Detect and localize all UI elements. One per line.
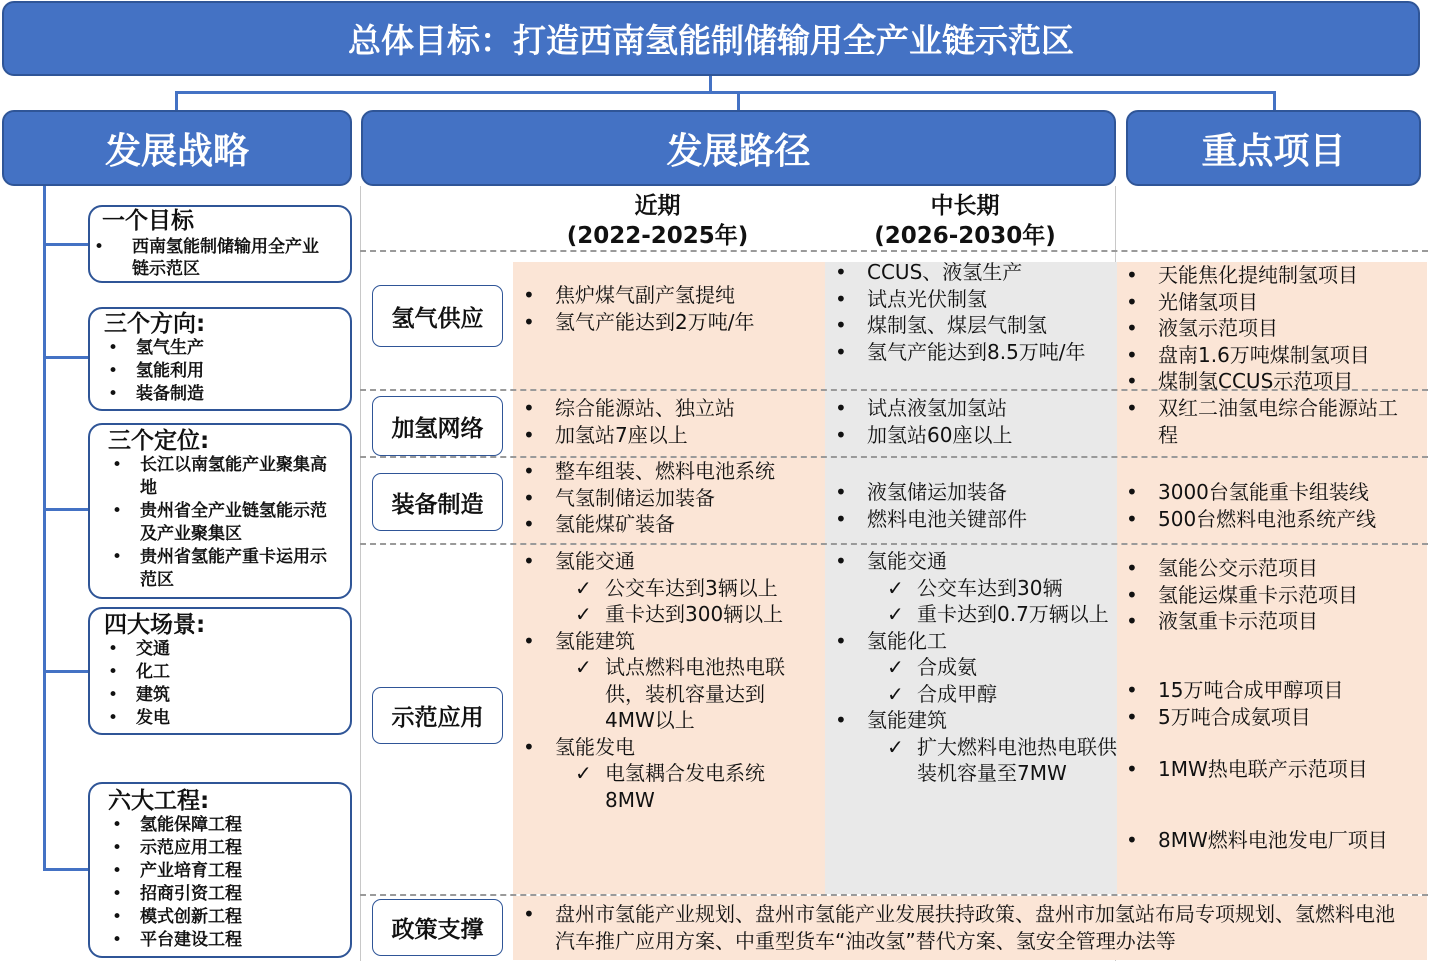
list-item: • 平台建设工程 [108, 929, 350, 952]
list-item: • 氢气产能达到2万吨/年 [514, 309, 814, 336]
list-item: • 氢能利用 [104, 360, 350, 383]
list-item: • 试点液氢加氢站 [826, 395, 1116, 422]
near-term-header [530, 191, 785, 251]
panel-list [108, 454, 350, 592]
list-item: • 发电 [104, 707, 350, 730]
branch [43, 243, 89, 246]
strategy-positions-panel [88, 423, 352, 599]
cell-list [826, 259, 1116, 365]
strategy-header [2, 110, 352, 186]
panel-title: 六大工程: [108, 788, 210, 814]
list-item: • 贵州省全产业链氢能示范及产业聚集区 [108, 500, 330, 546]
strategy-scenarios-panel [88, 607, 352, 735]
row-label-demonstration: 示范应用 [372, 687, 503, 744]
list-item: • 化工 [104, 661, 350, 684]
list-item: • 煤制氢、煤层气制氢 [826, 312, 1116, 339]
list-item: ✓ 合成氨 [826, 654, 1121, 681]
list-item: • 加氢站7座以上 [514, 422, 814, 449]
list-item: • 西南氢能制储输用全产业链示范区 [90, 236, 350, 280]
branch [43, 356, 89, 359]
list-item: • 模式创新工程 [108, 906, 350, 929]
list-item: • 招商引资工程 [108, 883, 350, 906]
list-item: • 气氢制储运加装备 [514, 485, 824, 512]
list-item: • 试点光伏制氢 [826, 286, 1116, 313]
goal-title: 总体目标：打造西南氢能制储输用全产业链示范区 [348, 21, 1074, 60]
cell-list [514, 395, 814, 448]
list-item: ✓ 电氢耦合发电系统8MW [514, 760, 814, 813]
row-label-hydrogen-supply: 氢气供应 [372, 285, 503, 347]
cell-list [1117, 395, 1417, 448]
list-item: • 氢气生产 [104, 337, 350, 360]
list-item: ✓ 公交车达到30辆 [826, 575, 1121, 602]
cell-list [1117, 827, 1422, 854]
strategy-directions-panel [88, 307, 352, 411]
strategy-trunk [43, 186, 46, 871]
list-item: • 3000台氢能重卡组装线 [1117, 479, 1422, 506]
list-item: • 交通 [104, 638, 350, 661]
list-item: • CCUS、液氢生产 [826, 259, 1116, 286]
connector [175, 91, 178, 111]
list-item: • 示范应用工程 [108, 837, 350, 860]
connector [737, 91, 740, 111]
list-item: ✓ 试点燃料电池热电联供，装机容量达到4MW以上 [514, 654, 814, 734]
list-item: • 长江以南氢能产业聚集高地 [108, 454, 330, 500]
project-item-wrapper [1117, 555, 1422, 635]
long-term-years: (2026-2030年) [874, 223, 1056, 249]
cell-list [514, 282, 814, 335]
list-item: • 氢能交通 [826, 548, 1121, 575]
list-item: • 1MW热电联产示范项目 [1117, 756, 1422, 783]
list-item: • 贵州省氢能产重卡运用示范区 [108, 546, 330, 592]
list-item: • 综合能源站、独立站 [514, 395, 814, 422]
list-item: • 氢能建筑 [826, 707, 1121, 734]
panel-title: 一个目标 [102, 208, 194, 234]
path-header [361, 110, 1116, 186]
row-label-refueling-network: 加氢网络 [372, 396, 503, 456]
list-item: • 加氢站60座以上 [826, 422, 1116, 449]
projects-header-label: 重点项目 [1201, 130, 1346, 172]
branch [43, 508, 89, 511]
row-divider [360, 543, 1428, 545]
list-item: • 液氢储运加装备 [826, 479, 1116, 506]
list-item: • 氢气产能达到8.5万吨/年 [826, 339, 1116, 366]
cell-list [826, 479, 1116, 532]
strategy-projects-panel [88, 782, 352, 958]
cell-list [826, 548, 1121, 787]
list-item: ✓ 合成甲醇 [826, 681, 1121, 708]
list-item: • 整车组装、燃料电池系统 [514, 458, 824, 485]
panel-list [90, 236, 350, 280]
list-item: ✓ 重卡达到0.7万辆以上 [826, 601, 1121, 628]
list-item: • 双红二油氢电综合能源站工程 [1117, 395, 1417, 448]
branch [43, 670, 89, 673]
goal-banner [2, 1, 1420, 76]
cell-list [1117, 756, 1422, 783]
list-item: • 液氢重卡示范项目 [1117, 608, 1422, 635]
list-item: • 天能焦化提纯制氢项目 [1117, 262, 1422, 289]
list-item: • 液氢示范项目 [1117, 315, 1422, 342]
connector [709, 76, 712, 92]
long-term-header [836, 191, 1094, 251]
strategy-header-label: 发展战略 [104, 130, 249, 172]
list-item: • 氢能煤矿装备 [514, 511, 824, 538]
list-item: ✓ 公交车达到3辆以上 [514, 575, 814, 602]
cell-list [514, 548, 814, 813]
path-header-label: 发展路径 [666, 130, 811, 172]
list-item: • 15万吨合成甲醇项目 [1117, 677, 1422, 704]
list-item: • 建筑 [104, 684, 350, 707]
list-item: • 氢能运煤重卡示范项目 [1117, 582, 1422, 609]
list-item: • 煤制氢CCUS示范项目 [1117, 368, 1422, 395]
long-term-name: 中长期 [930, 193, 1000, 219]
list-item: • 燃料电池关键部件 [826, 506, 1116, 533]
list-item: • 氢能公交示范项目 [1117, 555, 1422, 582]
panel-title: 四大场景: [104, 612, 206, 638]
branch [43, 868, 89, 871]
cell-list [1117, 479, 1422, 532]
row-divider [360, 894, 1428, 896]
list-item: • 8MW燃料电池发电厂项目 [1117, 827, 1422, 854]
cell-list [826, 395, 1116, 448]
row-label-policy: 政策支撑 [372, 899, 503, 956]
projects-header [1126, 110, 1421, 186]
list-item: • 氢能化工 [826, 628, 1121, 655]
cell-list [1117, 677, 1422, 730]
connector [1273, 91, 1276, 111]
panel-list [104, 337, 350, 406]
panel-list [104, 638, 350, 730]
row-label-equipment: 装备制造 [372, 473, 503, 531]
near-term-years: (2022-2025年) [566, 223, 749, 249]
cell-list [514, 901, 1414, 954]
panel-title: 三个方向: [104, 311, 206, 337]
list-item: • 氢能发电 [514, 734, 814, 761]
panel-title: 三个定位: [108, 428, 210, 454]
strategy-goal-panel [88, 205, 352, 283]
list-item: • 光储氢项目 [1117, 289, 1422, 316]
list-item: • 氢能保障工程 [108, 814, 350, 837]
list-item: • 氢能交通 [514, 548, 814, 575]
connector [175, 91, 1276, 94]
cell-list [1117, 555, 1422, 635]
list-item: • 盘南1.6万吨煤制氢项目 [1117, 342, 1422, 369]
list-item: ✓ 重卡达到300辆以上 [514, 601, 814, 628]
cell-list [1117, 262, 1422, 395]
near-term-name: 近期 [634, 193, 681, 219]
list-item: ✓ 扩大燃料电池热电联供装机容量至7MW [826, 734, 1121, 787]
list-item: • 5万吨合成氨项目 [1117, 704, 1422, 731]
panel-list [108, 814, 350, 952]
list-item: • 盘州市氢能产业规划、盘州市氢能产业发展扶持政策、盘州市加氢站布局专项规划、氢燃料电池汽车推广应用方案、中重型货车“油改氢”替代方案、氢安全管理办法等 [514, 901, 1414, 954]
list-item: • 氢能建筑 [514, 628, 814, 655]
list-item: • 焦炉煤气副产氢提纯 [514, 282, 814, 309]
list-item: • 装备制造 [104, 383, 350, 406]
list-item: • 500台燃料电池系统产线 [1117, 506, 1422, 533]
cell-list [514, 458, 824, 538]
list-item: • 产业培育工程 [108, 860, 350, 883]
